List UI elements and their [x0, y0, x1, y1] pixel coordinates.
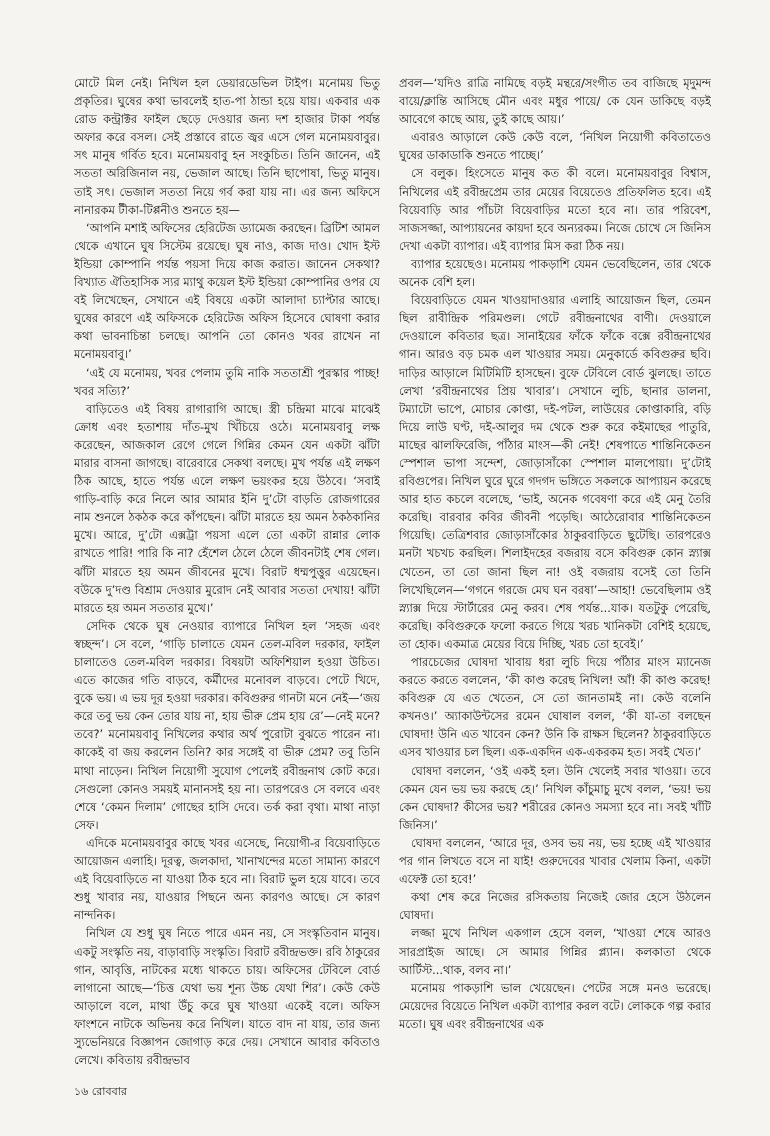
paragraph: ব্যাপার হয়েছেও। মনোময় পাকড়াশি যেমন ভেবেছিলেন, তার থেকে অনেক বেশি হল।	[399, 256, 711, 290]
page-number: ১৬	[74, 1085, 89, 1098]
paragraph: বিয়েবাড়িতে যেমন খাওয়াদাওয়ার এলাহি আয়োজন ছিল, তেমন ছিল রাবীন্দ্রিক পরিমণ্ডল। গেটে রবীন্দ্রনাথের বাণী। দেওয়ালে দেওয়ালে কবিতার ছত্র। সানাইয়ের ফাঁকে ফাঁকে বক্সে রবীন্দ্রনাথের গান। আরও বড় চমক এল খাওয়ার সময়। মেনুকার্ডে কবিগুরুর ছবি। দাড়ির আড়ালে মিটিমিটি হাসছেন। বুফে টেবিলে বোর্ড ঝুলছে। তাতে লেখা ‘রবীন্দ্রনাথের প্রিয় খাবার’। সেখানে লুচি, ছানার ডালনা, টম্যাটো ভাপে, মোচার কোপ্তা, দই-পটল, লাউয়ের কোপ্তাকারি, বড়ি দিয়ে লাউ ঘণ্ট, দই-আলুর দম থেকে শুরু করে কইমাছের পাতুরি, মাছের ঝালফিরেজি, পাঁঠার মাংস—কী নেই! শেষপাতে শান্তিনিকেতন স্পেশাল ভাপা সন্দেশ, জোড়াসাঁকো স্পেশাল মালপোয়া। দু’টোই রবিগুপের। নিখিল ঘুরে ঘুরে গদগদ ভঙ্গিতে সকলকে আপ্যায়ন করেছে আর হাত কচলে বলেছে, ‘ভাই, অনেক গবেষণা করে এই মেনু তৈরি করেছি। বারবার কবির জীবনী পড়েছি। আঠেরোবার শান্তিনিকেতন গিয়েছি। তেত্রিশবার জোড়াসাঁকোর ঠাকুরবাড়িতে ছুটেছি। তারপরেও মনটা খচখচ করছিল। শিলাইদহের বজরায় বসে কবিগুরু কোন স্ন্যাক্স খেতেন, তা তো জানা ছিল না! ওই বজরায় বসেই তো তিনি লিখেছিলেন—‘গগনে গরজে মেঘ ঘন বরষা’—আহা! ভেবেছিলাম ওই স্ন্যাক্স দিয়ে স্টার্টারের মেনু করব। শেষ পর্যন্ত...যাক। যতটুকু পেরেছি, করেছি। কবিগুরুকে ফলো করতে গিয়ে খরচ খানিকটা বেশিই হয়েছে, তা হোক। একমাত্র মেয়ের বিয়ে দিচ্ছি, খরচ তো হবেই।’	[399, 293, 711, 651]
paragraph: সে বলুক। হিংসেতে মানুষ কত কী বলে। মনোময়বাবুর বিশ্বাস, নিখিলের এই রবীন্দ্রপ্রেম তার মেয়ের বিয়েতেও প্রতিফলিত হবে। এই বিয়েবাড়ি আর পাঁচটা বিয়েবাড়ির মতো হবে না। তার পরিবেশ, সাজসজ্জা, আপ্যায়নের কায়দা হবে অন্যরকম। নিজে চোখে সে জিনিস দেখা একটা ব্যাপার। এই ব্যাপার মিস করা ঠিক নয়।	[399, 166, 711, 253]
left-text-column	[74, 74, 380, 1084]
paragraph: প্রবল—‘যদিও রাত্রি নামিছে বড়ই মন্থরে/সংগীত তব বাজিছে মৃদুমন্দ বায়ে/ক্লান্তি আসিছে মৌন এবং মধুর পায়ে/ কে যেন ডাকিছে বড়ই আবেগে কাছে আয়, তুই কাছে আয়।’	[399, 76, 711, 127]
paragraph: মোটে মিল নেই। নিখিল হল ডেয়ারডেভিল টাইপ। মনোময় ভিতু প্রকৃতির। ঘুষের কথা ভাবলেই হাত-পা ঠান্ডা হয়ে যায়। একবার এক রোড কন্ট্রাক্টর ফাইল ছেড়ে দেওয়ার জন্য দশ হাজার টাকা পর্যন্ত অফার করে বসল। সেই প্রস্তাবে রাতে জ্বর এসে গেল মনোময়বাবুর। সৎ মানুষ গর্বিত হবে। মনোময়বাবু হন সংকুচিত। তিনি জানেন, এই সততা অরিজিনাল নয়, ভেজাল আছে। তিনি ছাপোষা, ভিতু মানুষ। তাই সৎ। ভেজাল সততা নিয়ে গর্ব করা যায় না। এর জন্য অফিসে নানারকম টীকা-টিপ্পনীও শুনতে হয়—	[74, 76, 380, 217]
paragraph: পারচেজের ঘোষদা খাবায় ধরা লুচি দিয়ে পাঁঠার মাংস ম্যানেজ করতে করতে বললেন, ‘কী কাণ্ড করেছ নিখিল! আঁ! কী কাণ্ড করেছ! কবিগুরু যে এত খেতেন, সে তো জানতামই না। কেউ বলেনি কখনও।’ অ্যাকাউন্টসের রমেন ঘোষাল বলল, ‘কী যা-তা বলছেন ঘোষদা! উনি এত খাবেন কেন? উনি কি রাক্ষস ছিলেন? ঠাকুরবাড়িতে এসব খাওয়ার চল ছিল। এক-একদিন এক-একরকম হত। সবই খেত।’	[399, 655, 711, 760]
paragraph: লজ্জা মুখে নিখিল একগাল হেসে বলল, ‘খাওয়া শেষে আরও সারপ্রাইজ আছে। সে আমার গিন্নির প্ল্যান। কলকাতা থেকে আর্টিস্ট...থাক, বলব না।’	[399, 926, 711, 977]
page-footer	[74, 1085, 127, 1099]
paragraph: এদিকে মনোময়বাবুর কাছে খবর এসেছে, নিয়োগী-র বিয়েবাড়িতে আয়োজন এলাহি। দূরত্ব, জলকাদা, খানাখন্দের মতো সামান্য কারণে এই বিয়েবাড়িতে না যাওয়া ঠিক হবে না। বিরাট ভুল হয়ে যাবে। তবে শুধু খাবার নয়, যাওয়ার পিছনে অন্য কারণও আছে। সে কারণ নান্দনিক।	[74, 835, 380, 923]
paragraph: ঘোষদা বললেন, ‘আরে দূর, ওসব ভয় নয়, ভয় হচ্ছে এই খাওয়ার পর গান লিখতে বসে না যাই! গুরুদেবের খাবার খেলাম কিনা, একটা এফেক্ট তো হবে!’	[399, 835, 711, 887]
paragraph: বাড়িতেও এই বিষয় রাগারাগি আছে। স্ত্রী চন্দ্রিমা মাঝে মাঝেই ক্রোধ এবং হতাশায় দাঁত-মুখ খিঁচিয়ে ওঠে। মনোময়বাবু লক্ষ করেছেন, আজকাল রেগে গেলে গিন্নির কেমন যেন একটা ঝাঁটা মারার বাসনা জাগছে। বারেবারে সেকথা বলছে। মুখ পর্যন্ত এই লক্ষণ ঠিক আছে, হাতে পর্যন্ত এলে লক্ষণ ভয়ংকর হয়ে উঠবে। ‘সবাই গাড়ি-বাড়ি করে নিলে আর আমার ইনি দু’টো বাড়তি রোজগারের নাম শুনলে ঠকঠক করে কাঁপছেন। ঝাঁটা মারতে হয় অমন ঠকঠকানির মুখে। আরে, দু’টো এক্সট্রা পয়সা এলে তো একটা রান্নার লোক রাখতে পারি! পারি কি না? হেঁশেল ঠেলে ঠেলে জীবনটাই শেষ গেল। ঝাঁটা মারতে হয় অমন জীবনের মুখে। বিরাট ধম্মপুত্তুর এয়েছেন। বউকে দু’দণ্ড বিশ্রাম দেওয়ার মুরোদ নেই আবার সততা দেখায়! ঝাঁটা মারতে হয় অমন সততার মুখে।’	[74, 401, 380, 615]
magazine-name: রোববার	[91, 1085, 127, 1098]
paragraph: নিখিল যে শুধু ঘুষ নিতে পারে এমন নয়, সে সংস্কৃতিবান মানুষ। একটু সংস্কৃতি নয়, বাড়াবাড়ি সংস্কৃতি। বিরাট রবীন্দ্রভক্ত। রবি ঠাকুরের গান, আবৃত্তি, নাটকের মধ্যে থাকতে চায়। অফিসের টেবিলে বোর্ড লাগানো আছে—‘চিত্ত যেথা ভয় শূন্য উচ্চ যেথা শির’। কেউ কেউ আড়ালে বলে, মাথা উঁচু করে ঘুষ খাওয়া একেই বলে। অফিস ফাংশনে নাটকে অভিনয় করে নিখিল। যাতে বাদ না যায়, তার জন্য স্যুভেনিয়রে বিজ্ঞাপন জোগাড় করে দেয়। সেখানে আবার কবিতাও লেখে। কবিতায় রবীন্দ্রভাব	[74, 926, 380, 1068]
paragraph: এবারও আড়ালে কেউ কেউ বলে, ‘নিখিল নিয়োগী কবিতাতেও ঘুষের ডাকাডাকি শুনতে পাচ্ছে।’	[399, 130, 711, 163]
paragraph: ঘোষদা বললেন, ‘ওই একই হল। উনি খেলেই সবার খাওয়া। তবে কেমন যেন ভয় ভয় করছে হে।’ নিখিল কাঁচুমাচু মুখে বলল, ‘ভয়! ভয় কেন ঘোষদা? কীসের ভয়? শরীরের কোনও সমস্যা হবে না। সবই খাঁটি জিনিস।’	[399, 763, 711, 832]
paragraph: ‘এই যে মনোময়, খবর পেলাম তুমি নাকি সততাশ্রী পুরস্কার পাচ্ছ! খবর সত্যি?’	[74, 365, 380, 398]
right-text-column	[399, 74, 711, 1126]
paragraph: ‘আপনি মশাই অফিসের হেরিটেজ ড্যামেজ করছেন। ব্রিটিশ আমল থেকে এখানে ঘুষ সিস্টেম রয়েছে। ঘুষ নাও, কাজ দাও। খোদ ইস্ট ইন্ডিয়া কোম্পানি পর্যন্ত পয়সা দিয়ে কাজ করাত। জানেন সেকথা? বিখ্যাত ঐতিহাসিক স্যর ম্যাথু কয়েল ইস্ট ইন্ডিয়া কোম্পানির ওপর যে বই লিখেছেন, সেখানে এই বিষয়ে একটা আলাদা চ্যাপ্টার আছে। ঘুষের কারণে এই অফিসকে হেরিটেজ অফিস হিসেবে ঘোষণা করার কথা ভাবনাচিন্তা চলছে। আপনি তো কোনও খবর রাখেন না মনোময়বাবু।’	[74, 220, 380, 362]
paragraph: সেদিক থেকে ঘুষ নেওয়ার ব্যাপারে নিখিল হল ‘সহজ এবং স্বচ্ছন্দ’। সে বলে, ‘গাড়ি চালাতে যেমন তেল-মবিল দরকার, ফাইল চালাতেও তেল-মবিল দরকার। বিষয়টা অফিশিয়াল হওয়া উচিত। এতে কাজের গতি বাড়বে, কর্মীদের মনোবল বাড়বে। পেটে খিদে, বুকে ভয়। এ ভয় দূর হওয়া দরকার। কবিগুরুর গানটা মনে নেই—‘জয় করে তবু ভয় কেন তোর যায় না, হায় ভীরু প্রেম হায় রে’—নেই মনে? তবে?’ মনোময়বাবু নিখিলের কথার অর্থ পুরোটা বুঝতে পারেন না। কাকেই বা জয় করলেন তিনি? কার সঙ্গেই বা ভীরু প্রেম? তবু তিনি মাথা নাড়েন। নিখিল নিয়োগী সুযোগ পেলেই রবীন্দ্রনাথ কোট করে। সেগুলো কোনও সময়ই মানানসই হয় না। তারপরেও সে বলবে এবং শেষে ‘কেমন দিলাম’ গোছের হাসি দেবে। তর্ক করা বৃথা। মাথা নাড়া সেফ।	[74, 618, 380, 832]
paragraph: কথা শেষ করে নিজের রসিকতায় নিজেই জোর হেসে উঠলেন ঘোষদা।	[399, 890, 711, 923]
paragraph: মনোময় পাকড়াশি ভাল খেয়েছেন। পেটের সঙ্গে মনও ভরেছে। মেয়েদের বিয়েতে নিখিল একটা ব্যাপার করল বটে। লোককে গল্প করার মতো। ঘুষ এবং রবীন্দ্রনাথের এক	[399, 980, 711, 1031]
